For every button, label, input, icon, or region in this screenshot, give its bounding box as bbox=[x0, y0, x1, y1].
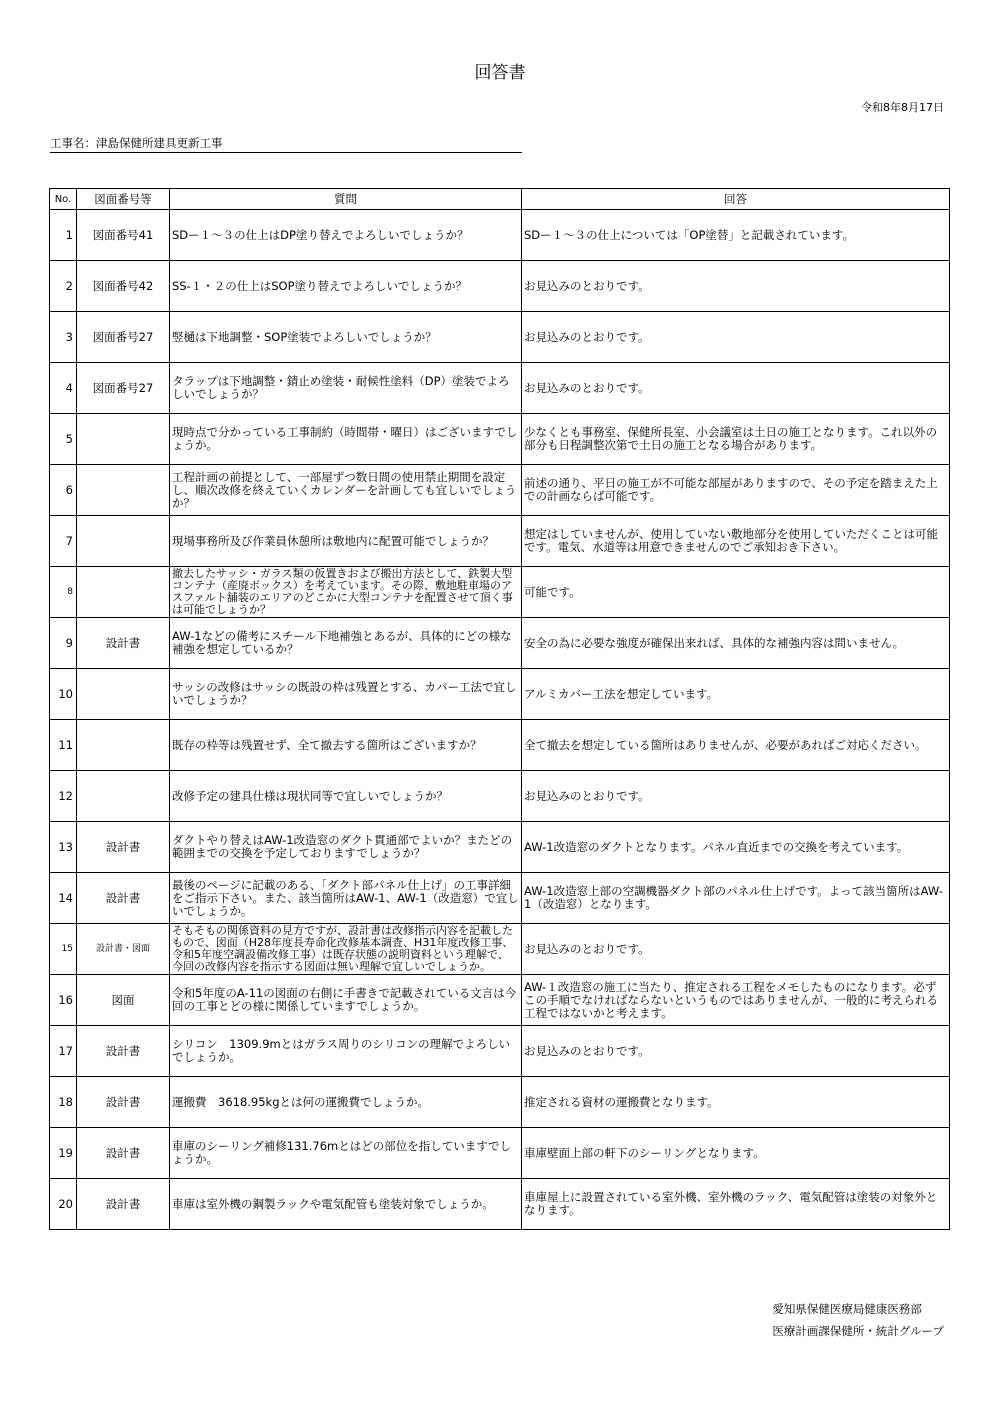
table-row bbox=[50, 618, 950, 669]
row-number: 20 bbox=[50, 1179, 77, 1230]
row-question: SS-１・２の仕上はSOP塗り替えでよろしいでしょうか？ bbox=[170, 261, 522, 312]
row-number: 16 bbox=[50, 975, 77, 1026]
row-number: 9 bbox=[50, 618, 77, 669]
row-drawing-ref bbox=[77, 720, 170, 771]
row-drawing-ref bbox=[77, 414, 170, 465]
table-row bbox=[50, 210, 950, 261]
row-number: 3 bbox=[50, 312, 77, 363]
row-question: サッシの改修はサッシの既設の枠は残置とする、カバー工法で宜しいでしょうか？ bbox=[170, 669, 522, 720]
row-drawing-ref bbox=[77, 465, 170, 516]
row-drawing-ref: 設計書 bbox=[77, 822, 170, 873]
row-number: 17 bbox=[50, 1026, 77, 1077]
row-question: SDー１～３の仕上はDP塗り替えでよろしいでしょうか？ bbox=[170, 210, 522, 261]
header-no: No. bbox=[50, 189, 77, 210]
header-answer: 回答 bbox=[522, 189, 950, 210]
row-answer: お見込みのとおりです。 bbox=[522, 771, 950, 822]
row-answer: 全て撤去を想定している箇所はありませんが、必要があればご対応ください。 bbox=[522, 720, 950, 771]
document-title: 回答書 bbox=[474, 63, 526, 83]
row-drawing-ref: 図面番号41 bbox=[77, 210, 170, 261]
row-number: 4 bbox=[50, 363, 77, 414]
row-number: 14 bbox=[50, 873, 77, 924]
table-row bbox=[50, 822, 950, 873]
row-answer: 車庫壁面上部の軒下のシーリングとなります。 bbox=[522, 1128, 950, 1179]
row-drawing-ref: 図面番号27 bbox=[77, 312, 170, 363]
row-question: 工程計画の前提として、一部屋ずつ数日間の使用禁止期間を設定し、順次改修を終えていくカレンダーを計画しても宜しいでしょうか？ bbox=[170, 465, 522, 516]
row-question: 運搬費 3618.95kgとは何の運搬費でしょうか。 bbox=[170, 1077, 522, 1128]
row-number: 7 bbox=[50, 516, 77, 567]
row-number: 15 bbox=[50, 924, 77, 975]
row-drawing-ref: 図面番号27 bbox=[77, 363, 170, 414]
header-question: 質問 bbox=[170, 189, 522, 210]
table-row bbox=[50, 924, 950, 975]
row-question: 現場事務所及び作業員休憩所は敷地内に配置可能でしょうか？ bbox=[170, 516, 522, 567]
table-header-row bbox=[50, 189, 950, 210]
row-answer: 可能です。 bbox=[522, 567, 950, 618]
row-drawing-ref: 図面番号42 bbox=[77, 261, 170, 312]
row-answer: SDー１～３の仕上については「OP塗替」と記載されています。 bbox=[522, 210, 950, 261]
row-answer: AW-1改造窓のダクトとなります。パネル直近までの交換を考えています。 bbox=[522, 822, 950, 873]
table-row bbox=[50, 1026, 950, 1077]
row-answer: お見込みのとおりです。 bbox=[522, 924, 950, 975]
project-name: 工事名：津島保健所建具更新工事 bbox=[50, 135, 522, 153]
row-question: ダクトやり替えはAW-1改造窓のダクト貫通部でよいか？またどの範囲までの交換を予定しておりますでしょうか？ bbox=[170, 822, 522, 873]
row-drawing-ref: 設計書 bbox=[77, 618, 170, 669]
table-row bbox=[50, 1128, 950, 1179]
row-number: 5 bbox=[50, 414, 77, 465]
row-question: 竪樋は下地調整・SOP塗装でよろしいでしょうか？ bbox=[170, 312, 522, 363]
row-number: 1 bbox=[50, 210, 77, 261]
header-drawing-ref: 図面番号等 bbox=[77, 189, 170, 210]
table-row bbox=[50, 414, 950, 465]
row-answer: 少なくとも事務室、保健所長室、小会議室は土日の施工となります。これ以外の部分も日程調整次第で土日の施工となる場合があります。 bbox=[522, 414, 950, 465]
row-question: 令和5年度のA-11の図面の右側に手書きで記載されている文言は今回の工事とどの様に関係していますでしょうか。 bbox=[170, 975, 522, 1026]
row-answer: AW-１改造窓の施工に当たり、推定される工程をメモしたものになります。必ずこの手順でなければならないというものではありませんが、一般的に考えられる工程ではないかと考えます。 bbox=[522, 975, 950, 1026]
issuer-block bbox=[772, 1298, 944, 1342]
table-row bbox=[50, 1077, 950, 1128]
table-row bbox=[50, 312, 950, 363]
row-answer: お見込みのとおりです。 bbox=[522, 261, 950, 312]
qa-table bbox=[49, 188, 950, 1230]
row-number: 19 bbox=[50, 1128, 77, 1179]
row-question: そもそもの関係資料の見方ですが、設計書は改修指示内容を記載したもので、図面（H28年度長寿命化改修基本調査、H31年度改修工事、令和5年度空調設備改修工事）は既存状態の説明資料という理解で、今回の改修内容を指示する図面は無い理解で宜しいでしょうか。 bbox=[170, 924, 522, 975]
row-answer: 安全の為に必要な強度が確保出来れば、具体的な補強内容は問いません。 bbox=[522, 618, 950, 669]
row-drawing-ref: 設計書 bbox=[77, 1179, 170, 1230]
row-drawing-ref bbox=[77, 516, 170, 567]
row-answer: 前述の通り、平日の施工が不可能な部屋がありますので、その予定を踏まえた上での計画ならば可能です。 bbox=[522, 465, 950, 516]
row-number: 13 bbox=[50, 822, 77, 873]
row-number: 10 bbox=[50, 669, 77, 720]
table-row bbox=[50, 1179, 950, 1230]
row-question: 現時点で分かっている工事制約（時間帯・曜日）はございますでしょうか。 bbox=[170, 414, 522, 465]
row-question: タラップは下地調整・錆止め塗装・耐候性塗料（DP）塗装でよろしいでしょうか？ bbox=[170, 363, 522, 414]
row-answer: お見込みのとおりです。 bbox=[522, 312, 950, 363]
row-question: 車庫のシーリング補修131.76mとはどの部位を指していますでしょうか。 bbox=[170, 1128, 522, 1179]
row-drawing-ref: 設計書 bbox=[77, 1026, 170, 1077]
row-drawing-ref bbox=[77, 771, 170, 822]
table-row bbox=[50, 465, 950, 516]
table-row bbox=[50, 261, 950, 312]
row-question: 撤去したサッシ・ガラス類の仮置きおよび搬出方法として、鉄製大型コンテナ（産廃ボックス）を考えています。その際、敷地駐車場のアスファルト舗装のエリアのどこかに大型コンテナを配置させて頂く事は可能でしょうか？ bbox=[170, 567, 522, 618]
row-number: 12 bbox=[50, 771, 77, 822]
row-drawing-ref: 設計書 bbox=[77, 1128, 170, 1179]
row-answer: AW-1改造窓上部の空調機器ダクト部のパネル仕上げです。よって該当箇所はAW-1（改造窓）となります。 bbox=[522, 873, 950, 924]
row-answer: 推定される資材の運搬費となります。 bbox=[522, 1077, 950, 1128]
row-drawing-ref: 設計書 bbox=[77, 1077, 170, 1128]
row-drawing-ref: 設計書・図面 bbox=[77, 924, 170, 975]
row-drawing-ref bbox=[77, 669, 170, 720]
table-row bbox=[50, 771, 950, 822]
row-answer: アルミカバー工法を想定しています。 bbox=[522, 669, 950, 720]
row-question: 車庫は室外機の鋼製ラックや電気配管も塗装対象でしょうか。 bbox=[170, 1179, 522, 1230]
table-row bbox=[50, 873, 950, 924]
row-drawing-ref bbox=[77, 567, 170, 618]
table-row bbox=[50, 567, 950, 618]
table-row bbox=[50, 516, 950, 567]
row-question: 最後のページに記載のある、「ダクト部パネル仕上げ」の工事詳細をご指示下さい。また、該当箇所はAW-1、AW-1（改造窓）で宜しいでしょうか。 bbox=[170, 873, 522, 924]
row-number: 18 bbox=[50, 1077, 77, 1128]
row-question: シリコン 1309.9mとはガラス周りのシリコンの理解でよろしいでしょうか。 bbox=[170, 1026, 522, 1077]
row-number: 6 bbox=[50, 465, 77, 516]
row-drawing-ref: 図面 bbox=[77, 975, 170, 1026]
table-row bbox=[50, 669, 950, 720]
row-question: AW-1などの備考にスチール下地補強とあるが、具体的にどの様な補強を想定しているか？ bbox=[170, 618, 522, 669]
row-answer: お見込みのとおりです。 bbox=[522, 1026, 950, 1077]
table-row bbox=[50, 363, 950, 414]
row-answer: お見込みのとおりです。 bbox=[522, 363, 950, 414]
table-row bbox=[50, 720, 950, 771]
qa-table-body bbox=[50, 210, 950, 1230]
row-number: 8 bbox=[50, 567, 77, 618]
issuer-department: 愛知県保健医療局健康医務部 bbox=[772, 1302, 922, 1316]
row-question: 改修予定の建具仕様は現状同等で宜しいでしょうか？ bbox=[170, 771, 522, 822]
row-drawing-ref: 設計書 bbox=[77, 873, 170, 924]
row-number: 11 bbox=[50, 720, 77, 771]
issuer-group: 医療計画課保健所・統計グループ bbox=[772, 1324, 944, 1338]
table-row bbox=[50, 975, 950, 1026]
row-answer: 想定はしていませんが、使用していない敷地部分を使用していただくことは可能です。電気、水道等は用意できませんのでご承知おき下さい。 bbox=[522, 516, 950, 567]
row-question: 既存の枠等は残置せず、全て撤去する箇所はございますか？ bbox=[170, 720, 522, 771]
document-date: 令和8年8月17日 bbox=[861, 101, 944, 114]
row-number: 2 bbox=[50, 261, 77, 312]
row-answer: 車庫屋上に設置されている室外機、室外機のラック、電気配管は塗装の対象外となります。 bbox=[522, 1179, 950, 1230]
